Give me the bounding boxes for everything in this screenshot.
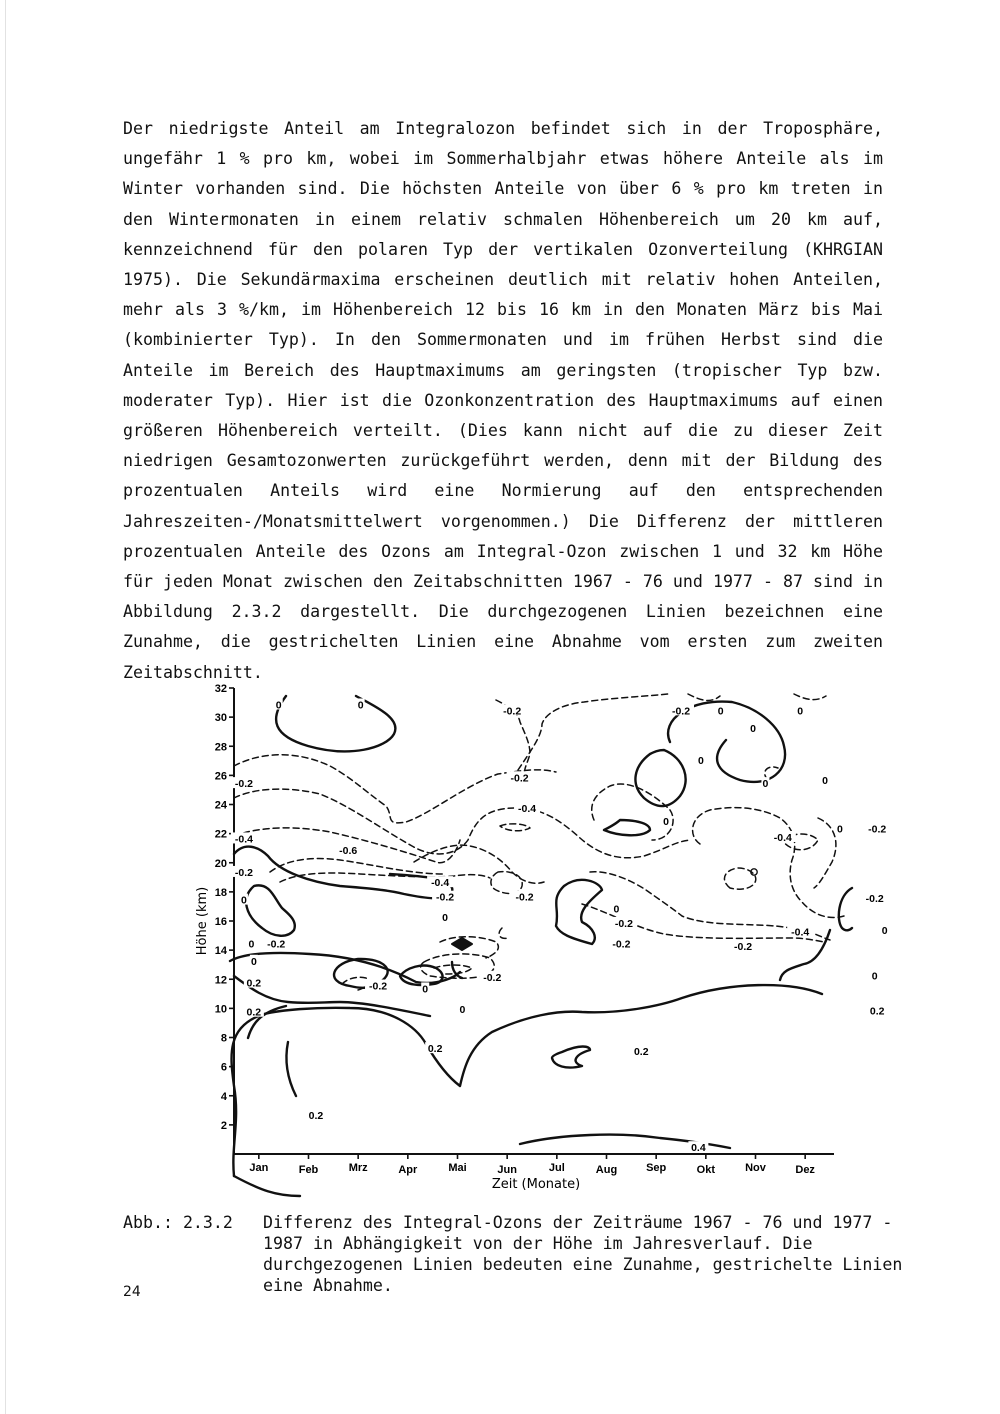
- y-tick-label: 24: [214, 799, 227, 812]
- contour-line: [688, 694, 720, 700]
- contour-line: [499, 928, 508, 938]
- contour-line: [230, 953, 460, 983]
- contour-label: -0.2: [868, 823, 887, 836]
- contour-label: -0.2: [510, 772, 529, 785]
- contour-line: [232, 985, 822, 1176]
- contour-label: -0.4: [517, 802, 537, 815]
- contour-label: -0.4: [791, 926, 810, 939]
- contour-label: 0.2: [869, 1005, 885, 1018]
- contour-line: [286, 1042, 296, 1096]
- x-tick-label: Jun: [497, 1164, 517, 1176]
- contour-label: -0.2: [515, 891, 534, 904]
- x-tick-label: Sep: [646, 1162, 667, 1174]
- contour-label: -0.2: [503, 705, 522, 718]
- contour-label: -0.2: [234, 866, 253, 879]
- contour-label: -0.2: [612, 938, 631, 951]
- contour-label: 0: [750, 722, 756, 735]
- contour-label: 0: [357, 699, 364, 712]
- contour-line: [452, 938, 472, 950]
- contour-label: 0.4: [691, 1142, 706, 1155]
- y-tick-label: 30: [214, 712, 227, 725]
- contour-line: [592, 784, 673, 840]
- contour-label: 0: [837, 823, 843, 836]
- contour-label: 0.2: [427, 1043, 443, 1056]
- contour-label: -0.2: [483, 971, 502, 984]
- body-paragraph: Der niedrigste Anteil am Integralozon befindet sich in der Troposphäre, ungefähr 1 % pro km, wobei im Sommerhalbjahr etwas höhere Anteile als im Winter vorhanden sind. Die höchsten Anteile von über 6 % pro km treten in den Wintermonaten in einem relativ schmalen Höhenbereich um 20 km auf, kennzeichnend für den polaren Typ der vertikalen Ozonverteilung (KHRGIAN 1975). Die Sekundärmaxima erscheinen deutlich mit relativ hohen Anteilen, mehr als 3 %/km, im Höhenbereich 12 bis 16 km in den Monaten März bis Mai (kombinierter Typ). In den Sommermonaten und im frühen Herbst sind die Anteile im Bereich des Hauptmaximums am geringsten (tropischer Typ bzw. moderater Typ). Hier ist die Ozonkonzentration des Hauptmaximums auf einen größeren Höhenbereich verteilt. (Dies kann nicht auf die zu dieser Zeit niedrigen Gesamtozonwerten zurückgeführt werden, denn mit der Bildung des prozentualen Anteils wird eine Normierung auf den entsprechenden Jahreszeiten-/Monatsmittelwert vorgenommen.) Die Differenz der mittleren prozentualen Anteile des Ozons am Integral-Ozon zwischen 1 und 32 km Höhe für jeden Monat zwischen den Zeitabschnitten 1967 - 76 und 1977 - 87 sind in Abbildung 2.3.2 dargestellt. Die durchgezogenen Linien bezeichnen eine Zunahme, die gestrichelten Linien eine Abnahme vom ersten zum zweiten Zeitabschnitt.: [123, 119, 883, 682]
- contour-line: [556, 880, 602, 944]
- contour-label: 0: [422, 983, 429, 996]
- x-tick-label: Jul: [548, 1162, 565, 1174]
- contour-label: 0: [717, 705, 724, 718]
- y-tick-label: 20: [214, 857, 227, 870]
- page-number: 24: [123, 1284, 141, 1300]
- contour-line: [693, 808, 844, 918]
- x-tick-label: Aug: [595, 1164, 618, 1176]
- y-tick-label: 26: [214, 770, 227, 783]
- contour-line: [839, 888, 852, 930]
- contour-line: [794, 694, 826, 700]
- y-tick-label: 2: [220, 1119, 227, 1132]
- y-tick-label: 4: [220, 1090, 227, 1103]
- contour-line: [635, 750, 685, 806]
- contour-label: 0.2: [308, 1110, 324, 1123]
- contour-label: -0.2: [234, 778, 253, 791]
- caption-text: Differenz des Integral-Ozons der Zeiträume 1967 - 76 und 1977 - 1987 in Abhängigkeit von der Höhe im Jahresverlauf. Die durchgezogenen Linien bedeuten eine Zunahme, gestrichelte Linien eine Abnahme.: [263, 1213, 903, 1295]
- contour-label: 0: [459, 1003, 466, 1016]
- contour-label: -0.2: [734, 941, 753, 954]
- contour-label: 0: [241, 894, 247, 907]
- x-tick-label: Feb: [298, 1164, 319, 1176]
- contour-line: [234, 1176, 300, 1196]
- y-axis-title: Höhe (km): [195, 886, 210, 956]
- contour-line: [552, 1047, 590, 1068]
- contour-line: [604, 820, 650, 835]
- contour-label: -0.2: [368, 980, 388, 993]
- contour-label: -0.2: [671, 705, 691, 718]
- contour-label: 0: [248, 938, 255, 951]
- contour-line: [246, 885, 295, 935]
- contour-plot: [190, 676, 888, 1196]
- contour-label: -0.6: [339, 845, 358, 858]
- contour-label: 0: [871, 970, 878, 983]
- y-tick-label: 12: [214, 974, 227, 987]
- y-tick-label: 16: [214, 916, 227, 928]
- x-tick-label: Apr: [398, 1164, 418, 1176]
- x-tick-label: Dez: [795, 1164, 815, 1176]
- contour-line: [234, 789, 690, 858]
- y-tick-label: 14: [214, 945, 227, 958]
- contour-label: -0.4: [773, 831, 792, 844]
- caption-label: Abb.: 2.3.2: [123, 1213, 233, 1232]
- contour-label: 0.2: [246, 1006, 262, 1019]
- contour-line: [270, 859, 444, 875]
- contour-label: 0: [881, 925, 888, 938]
- x-tick-label: Jan: [249, 1162, 269, 1174]
- contour-figure: [190, 676, 888, 1196]
- contour-line: [276, 696, 395, 751]
- contour-label: 0: [613, 903, 620, 916]
- contour-label: 0.2: [633, 1046, 649, 1059]
- contour-label: 0: [797, 705, 804, 718]
- contour-label: 0: [762, 778, 769, 791]
- contour-label: 0: [275, 699, 282, 712]
- x-tick-label: Okt: [696, 1164, 716, 1176]
- x-tick-label: Mai: [448, 1162, 467, 1174]
- y-tick-label: 6: [220, 1061, 227, 1074]
- contour-label: 0: [442, 912, 449, 925]
- y-tick-label: 32: [214, 683, 227, 695]
- contour-label: -0.2: [865, 893, 884, 906]
- x-axis-title: Zeit (Monate): [491, 1177, 581, 1192]
- contour-line: [814, 818, 836, 888]
- contour-label: 0.2: [246, 977, 262, 990]
- contour-label: -0.4: [234, 833, 253, 846]
- contour-label: -0.2: [614, 917, 633, 930]
- contour-line: [500, 824, 530, 831]
- contour-label: 0: [250, 955, 257, 968]
- x-tick-label: Mrz: [348, 1162, 368, 1174]
- contour-label: -0.4: [431, 877, 450, 890]
- y-tick-label: 28: [214, 741, 227, 754]
- y-tick-label: 8: [220, 1032, 227, 1045]
- x-tick-label: Nov: [745, 1162, 766, 1174]
- contour-label: -0.2: [436, 891, 455, 904]
- contour-label: 0: [663, 815, 670, 828]
- contour-label: -0.2: [267, 938, 286, 951]
- y-tick-label: 22: [214, 828, 227, 841]
- contour-line: [491, 872, 522, 894]
- contour-label: 0: [697, 754, 704, 767]
- contour-label: 0: [822, 775, 828, 788]
- scan-edge-line: [5, 0, 6, 1414]
- y-tick-label: 18: [214, 886, 227, 899]
- y-tick-label: 10: [214, 1003, 227, 1016]
